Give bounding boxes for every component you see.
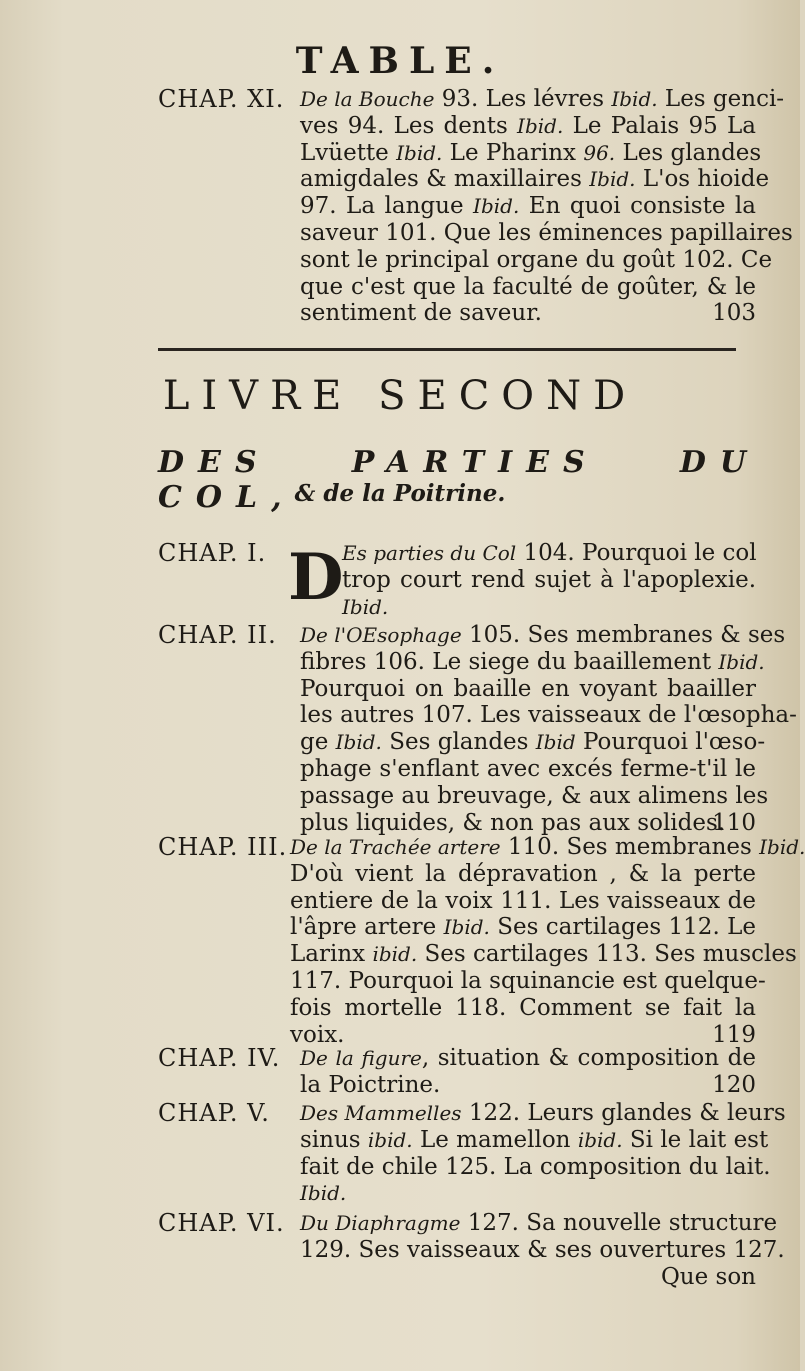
entry-text: ibid. (367, 1127, 413, 1152)
entry-line (300, 86, 785, 113)
chapter-1-entry (158, 540, 758, 620)
entry-text: 119 (712, 1021, 756, 1048)
entry-text: Du Diaphragme (300, 1211, 461, 1235)
entry-text: Ses cartilages 113. Ses muscles (417, 941, 797, 968)
entry-line (300, 622, 786, 649)
entry-text: sinus (300, 1126, 368, 1153)
entry-text: 103 (712, 300, 756, 327)
entry-line (300, 274, 756, 301)
chapter-body (342, 540, 756, 620)
entry-line (290, 834, 805, 861)
entry-text: Ses cartilages 112. Le (489, 914, 757, 941)
entry-line (300, 648, 765, 676)
chapter-6-entry (158, 1209, 785, 1290)
entry-text: passage au breuvage, & aux alimens les (300, 782, 769, 809)
entry-text: 117. Pourquoi la squinancie est quelque- (290, 967, 766, 994)
entry-text: ibid. (372, 942, 418, 967)
entry-text: Ibid. (611, 87, 658, 111)
entry-text: ge (300, 729, 336, 756)
entry-text: L'os hioide (635, 166, 770, 193)
entry-text: Ibid. (335, 730, 382, 755)
chapter-label: CHAP. III. (158, 833, 288, 861)
entry-line (300, 810, 756, 837)
entry-line (300, 782, 769, 810)
entry-text: les autres 107. Les vaisseaux de l'œsopha- (300, 702, 797, 729)
book-subtitle-2: & de la Poitrine. (294, 480, 506, 507)
chapter-label: CHAP. VI. (158, 1209, 285, 1237)
entry-text: phage s'enflant avec excés ferme-t'il le (300, 755, 756, 782)
entry-line (300, 729, 766, 756)
entry-line (300, 193, 756, 220)
entry-text: trop court rend sujet à l'apoplexie. (342, 566, 756, 593)
entry-text: entiere de la voix 111. Les vaisseaux de (290, 887, 756, 914)
divider-rule (158, 348, 736, 351)
entry-line (300, 219, 793, 247)
entry-text: fibres 106. Le siege du baaillement (300, 648, 719, 675)
entry-text: Ibid. (517, 113, 564, 138)
entry-text: plus liquides, & non pas aux solides. (300, 809, 726, 836)
entry-line (300, 676, 756, 703)
entry-line (300, 1045, 756, 1072)
entry-text: 127. Sa nouvelle structure (460, 1210, 778, 1236)
entry-text: Ibid. (473, 194, 520, 219)
entry-text: l'âpre artere (290, 914, 444, 941)
entry-line (300, 166, 770, 193)
entry-line (342, 594, 756, 621)
entry-line (300, 246, 773, 274)
entry-text: De la figure (300, 1046, 422, 1070)
entry-line (300, 756, 756, 783)
entry-text: De l'OEsophage (300, 623, 462, 647)
entry-line (290, 967, 766, 995)
chapter-5-entry (158, 1099, 786, 1207)
entry-line (300, 1210, 778, 1237)
entry-text: , situation & composition de (421, 1045, 756, 1071)
entry-line (300, 1153, 771, 1181)
chapter-body (300, 622, 797, 836)
chapter-label: CHAP. I. (158, 539, 267, 567)
entry-text: Pourquoi on baaille en voyant baailler (300, 675, 756, 702)
entry-line (300, 300, 756, 327)
entry-text: Ses glandes (381, 729, 536, 756)
entry-line (342, 567, 756, 594)
entry-line (300, 1072, 756, 1099)
entry-text: Ibid (535, 730, 576, 755)
entry-text: 120 (712, 1071, 756, 1098)
entry-text: Es parties du Col (342, 541, 517, 565)
chapter-3-entry (158, 833, 805, 1048)
entry-text: la Poictrine. (300, 1071, 441, 1098)
entry-text: Larinx (290, 941, 373, 968)
entry-line (300, 1126, 769, 1154)
entry-text: Ibid. (396, 140, 443, 165)
chapter-4-entry (158, 1045, 758, 1099)
entry-text: D'où vient la dépravation , & la perte (290, 860, 756, 887)
entry-text: fait de chile 125. La composition du lait. (300, 1153, 771, 1180)
entry-text: sont le principal organe du goût 102. Ce (300, 246, 773, 273)
entry-text: ves 94. Les dents (300, 112, 518, 139)
entry-text: ibid. (577, 1127, 623, 1152)
entry-text: De la Trachée artere (290, 835, 501, 859)
entry-text: Pourquoi l'œso- (575, 729, 766, 756)
chapter-body (300, 1100, 786, 1207)
entry-text: saveur 101. Que les éminences papillaires (300, 219, 793, 246)
entry-text: De la Bouche (300, 87, 435, 111)
entry-text: 110. Ses membranes (500, 834, 760, 860)
entry-text: 96. (583, 140, 616, 165)
entry-text: 110 (712, 809, 756, 836)
entry-line (300, 1236, 785, 1264)
entry-text: 129. Ses vaisseaux & ses ouvertures 127. (300, 1236, 785, 1263)
entry-line (342, 540, 756, 567)
entry-text: Si le lait est (622, 1126, 769, 1153)
entry-text: En quoi consiste la (519, 193, 757, 220)
chapter-label: CHAP. XI. (158, 85, 285, 113)
chapter-body (290, 834, 805, 1048)
chapter-label: CHAP. II. (158, 621, 277, 649)
entry-text: Lvüette (300, 139, 397, 166)
entry-text: Ibid. (589, 167, 636, 192)
entry-text: Ibid. (718, 649, 765, 674)
chapter-body (300, 1045, 756, 1099)
entry-text: Le Pharinx (442, 139, 584, 166)
entry-text: fois mortelle 118. Comment se fait la (290, 994, 756, 1021)
entry-line (290, 861, 756, 888)
entry-text: Les glandes (615, 139, 762, 166)
entry-line (290, 914, 756, 941)
book-title: LIVRE SECOND (162, 373, 638, 419)
entry-line (300, 139, 762, 167)
chapter-label: CHAP. V. (158, 1099, 270, 1127)
entry-line (300, 113, 756, 140)
entry-text: Ibid. (300, 1181, 347, 1206)
entry-text: Le mamellon (412, 1126, 578, 1153)
chapter-body (300, 1210, 785, 1290)
entry-text: 122. Leurs glandes & leurs (461, 1100, 786, 1126)
entry-line (300, 1100, 786, 1127)
entry-text: Le Palais 95 La (563, 112, 756, 139)
entry-text: Ibid. (443, 915, 490, 940)
entry-text: 97. La langue (300, 193, 474, 220)
entry-line (290, 995, 756, 1022)
entry-text: amigdales & maxillaires (300, 166, 590, 193)
entry-line (300, 702, 797, 729)
entry-text: Ibid. (759, 835, 805, 859)
entry-text: 93. Les lévres (434, 86, 612, 112)
entry-text: Ibid. (342, 594, 389, 619)
chapter-2-entry (158, 621, 797, 836)
chapter-label: CHAP. IV. (158, 1044, 281, 1072)
entry-text: voix. (290, 1021, 345, 1048)
page-header: TABLE. (295, 40, 505, 82)
chapter-body (300, 86, 793, 327)
entry-line (290, 941, 797, 968)
entry-line (300, 1180, 756, 1207)
entry-text: Des Mammelles (300, 1101, 462, 1125)
entry-text: Les genci- (657, 86, 785, 112)
entry-text: 105. Ses membranes & ses (461, 622, 786, 648)
entry-text: que c'est que la faculté de goûter, & le (300, 273, 756, 300)
entry-text: Que son (660, 1263, 756, 1290)
chapter-11-entry (158, 85, 793, 327)
entry-text: sentiment de saveur. (300, 300, 542, 327)
drop-capital: D (288, 540, 344, 615)
entry-text: 104. Pourquoi le col (516, 540, 757, 566)
book-subtitle: DES PARTIES DU COL, (158, 445, 760, 515)
entry-line (290, 888, 756, 915)
